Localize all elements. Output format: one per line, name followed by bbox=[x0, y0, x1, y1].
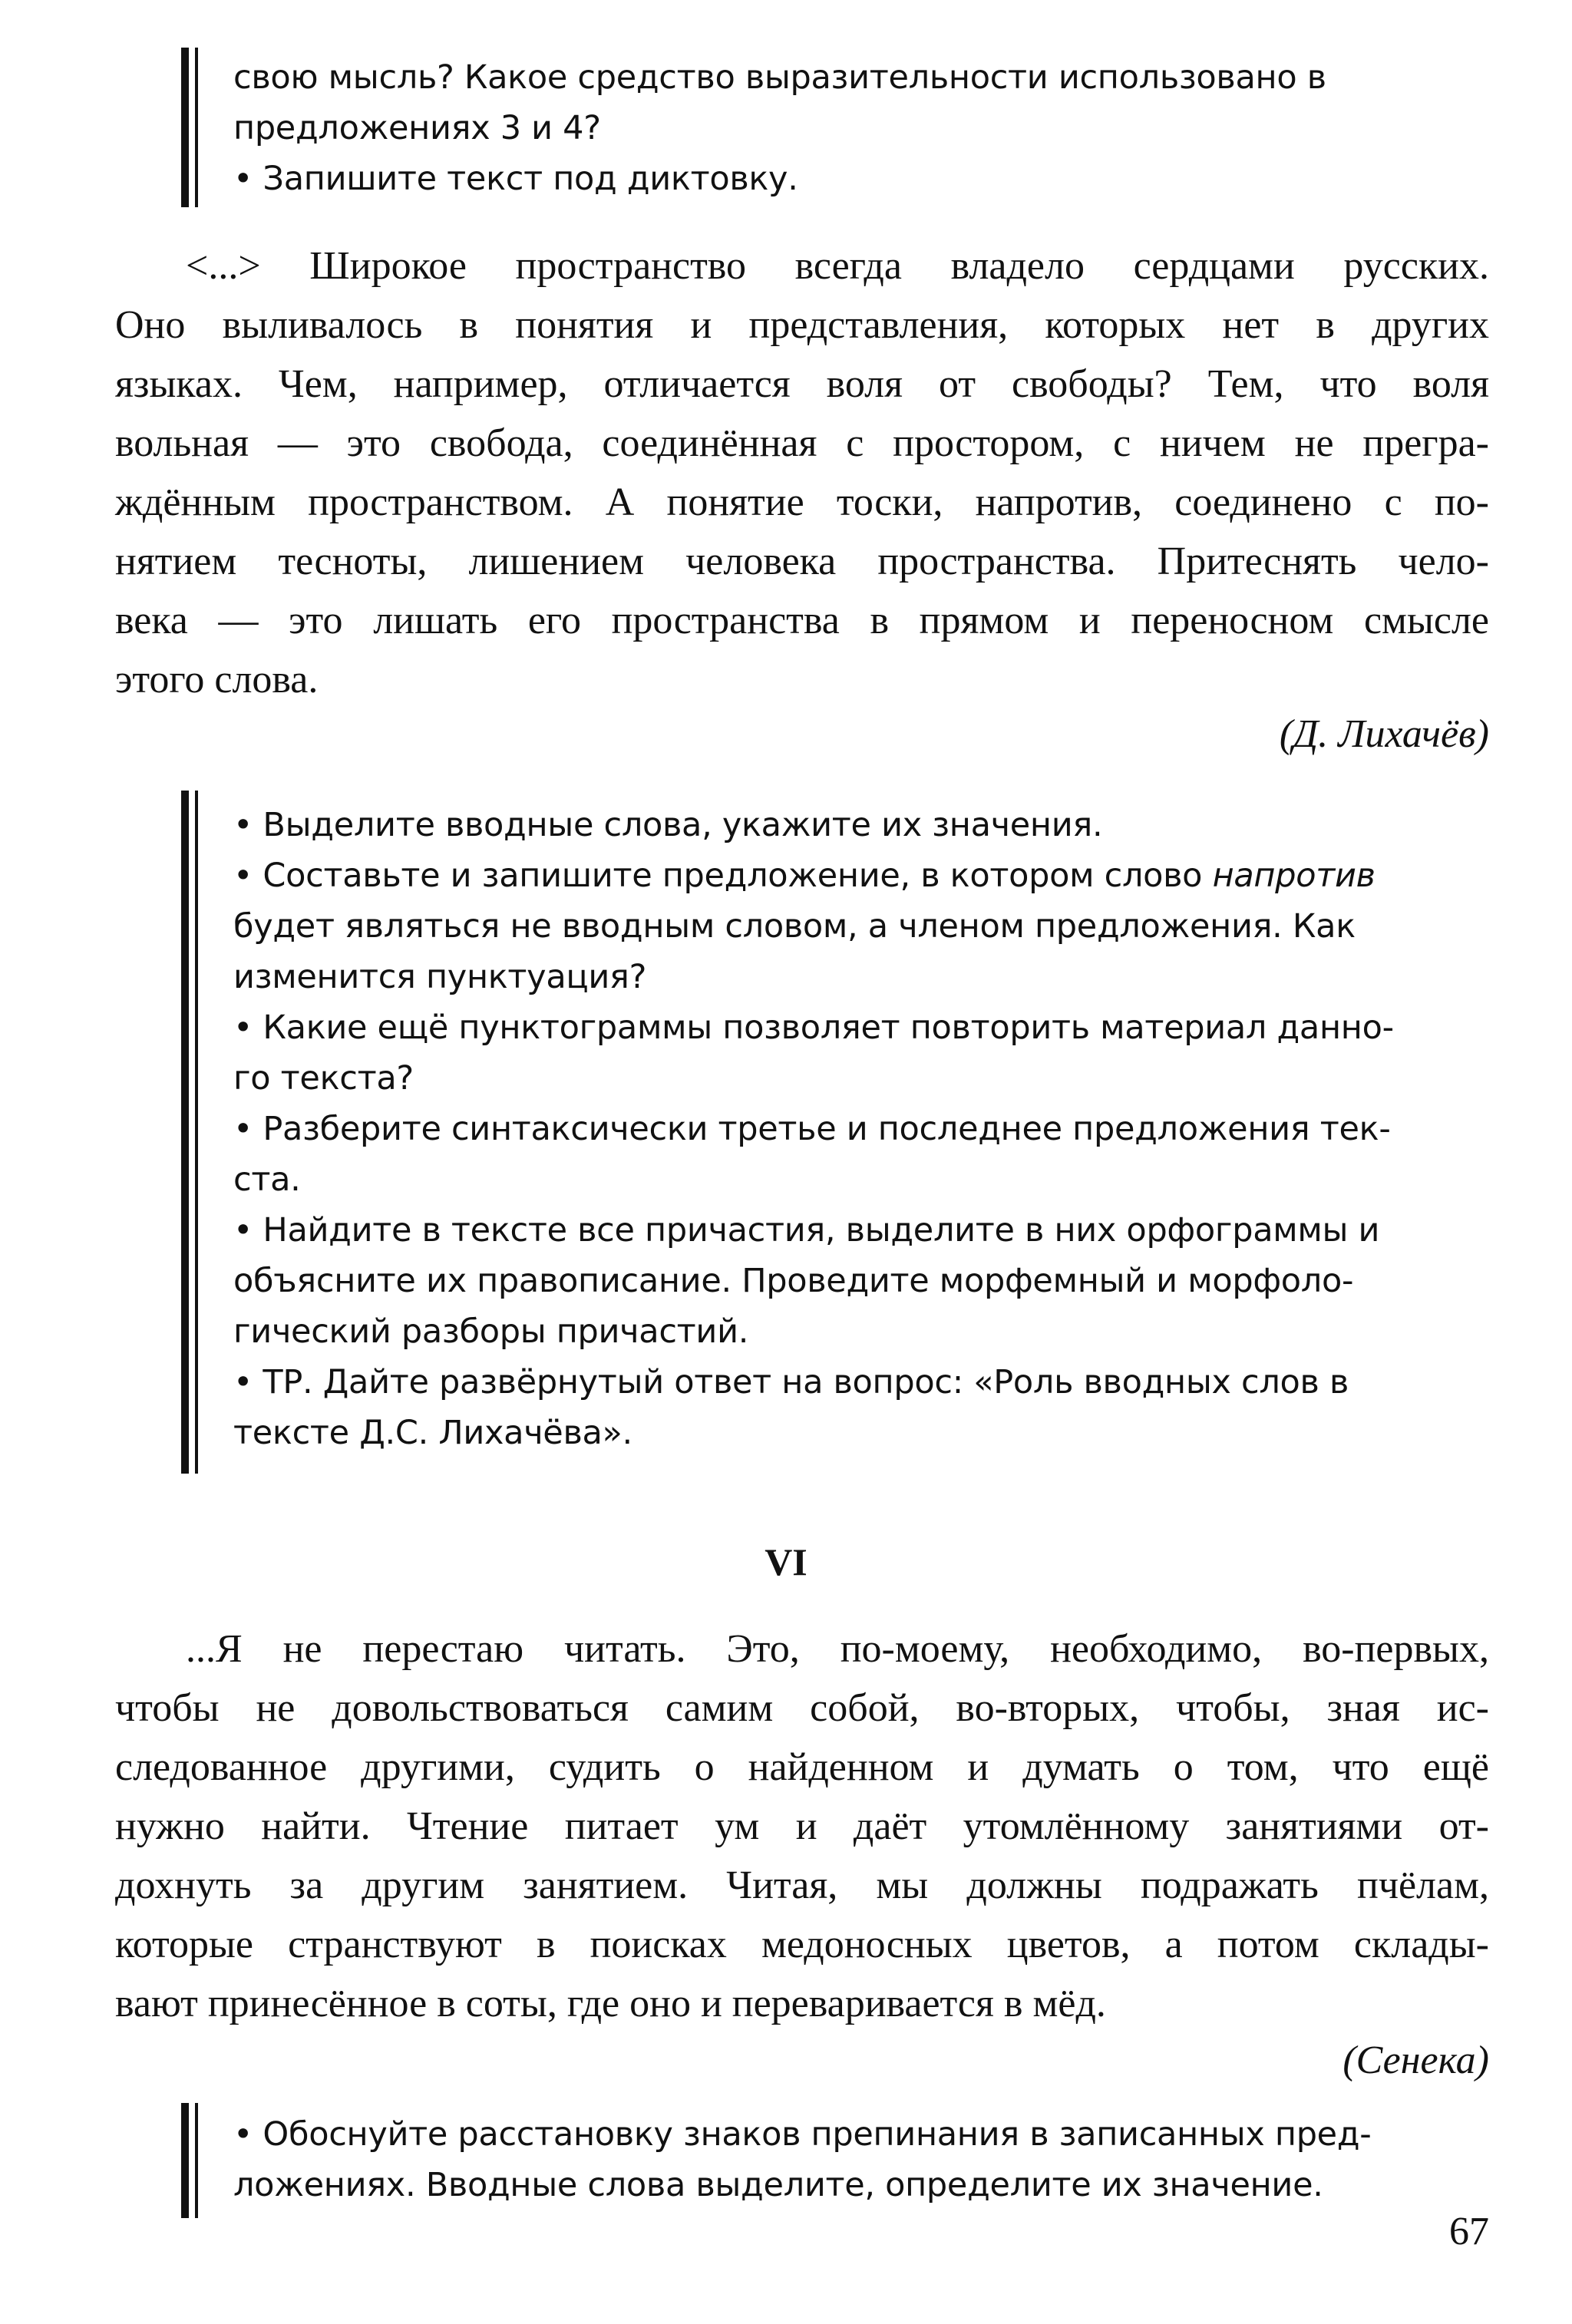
text-line: языках. Чем, например, отличается воля от свободы? Тем, что воля bbox=[115, 362, 1489, 406]
author-attribution: (Сенека) bbox=[1342, 2038, 1489, 2082]
task-line: изменится пунктуация? bbox=[233, 958, 647, 996]
task-line: • ТР. Дайте развёрнутый ответ на вопрос: «Роль вводных слов в bbox=[233, 1363, 1349, 1401]
text-2 bbox=[115, 1619, 1489, 2033]
task-line: • Разберите синтаксически третье и последнее предложения тек- bbox=[233, 1110, 1391, 1148]
task-block-2 bbox=[181, 2103, 1486, 2218]
task-line: ста. bbox=[233, 1160, 301, 1199]
task-line: • Составьте и запишите предложение, в котором слово напротив bbox=[233, 857, 1376, 895]
text-line: ...Я не перестаю читать. Это, по-моему, необходимо, во-первых, bbox=[186, 1627, 1489, 1671]
task-block-top bbox=[181, 48, 1486, 207]
text-line: вольная — это свобода, соединённая с простором, с ничем не прегра- bbox=[115, 421, 1489, 465]
text-line: нужно найти. Чтение питает ум и даёт утомлённому занятиями от- bbox=[115, 1804, 1489, 1848]
text-line: Оно выливалось в понятия и представления, которых нет в других bbox=[115, 303, 1489, 347]
task-line: ложениях. Вводные слова выделите, определите их значение. bbox=[233, 2166, 1323, 2204]
task-line: гический разборы причастий. bbox=[233, 1312, 749, 1351]
text-line: ждённым пространством. А понятие тоски, напротив, соединено с по- bbox=[115, 480, 1489, 524]
task-line: предложениях 3 и 4? bbox=[233, 109, 601, 147]
task-rule bbox=[181, 2103, 198, 2218]
text-line: вают принесённое в соты, где оно и переваривается в мёд. bbox=[115, 1982, 1106, 2025]
section-heading: VI bbox=[765, 1540, 807, 1583]
text-line: следованное другими, судить о найденном и думать о том, что ещё bbox=[115, 1745, 1489, 1789]
text-line: века — это лишать его пространства в прямом и переносном смысле bbox=[115, 599, 1489, 642]
task-line: • Выделите вводные слова, укажите их значения. bbox=[233, 806, 1103, 844]
page-number: 67 bbox=[1449, 2210, 1489, 2253]
task-rule bbox=[181, 791, 198, 1474]
italic-word: напротив bbox=[1212, 857, 1376, 895]
text-line: <...> Широкое пространство всегда владело сердцами русских. bbox=[186, 244, 1489, 288]
task-line: • Найдите в тексте все причастия, выделите в них орфограммы и bbox=[233, 1211, 1380, 1249]
text-line: дохнуть за другим занятием. Читая, мы должны подражать пчёлам, bbox=[115, 1863, 1489, 1907]
task-block-1 bbox=[181, 791, 1486, 1474]
task-rule bbox=[181, 48, 198, 207]
task-line: объясните их правописание. Проведите морфемный и морфоло- bbox=[233, 1262, 1354, 1300]
text-line: этого слова. bbox=[115, 658, 319, 701]
text-line: чтобы не довольствоваться самим собой, во-вторых, чтобы, зная ис- bbox=[115, 1686, 1489, 1730]
text-line: нятием тесноты, лишением человека пространства. Притеснять чело- bbox=[115, 540, 1489, 583]
task-line: тексте Д.С. Лихачёва». bbox=[233, 1414, 632, 1452]
task-line: будет являться не вводным словом, а членом предложения. Как bbox=[233, 907, 1356, 946]
task-line: • Запишите текст под диктовку. bbox=[233, 160, 798, 198]
task-line: го текста? bbox=[233, 1059, 414, 1098]
text-1 bbox=[115, 236, 1489, 709]
task-line: • Какие ещё пунктограммы позволяет повторить материал данно- bbox=[233, 1008, 1394, 1047]
text-line: которые странствуют в поисках медоносных цветов, а потом склады- bbox=[115, 1923, 1489, 1966]
task-line: • Обоснуйте расстановку знаков препинания в записанных пред- bbox=[233, 2115, 1372, 2154]
author-attribution: (Д. Лихачёв) bbox=[1279, 712, 1489, 756]
task-line: свою мысль? Какое средство выразительности использовано в bbox=[233, 58, 1326, 97]
